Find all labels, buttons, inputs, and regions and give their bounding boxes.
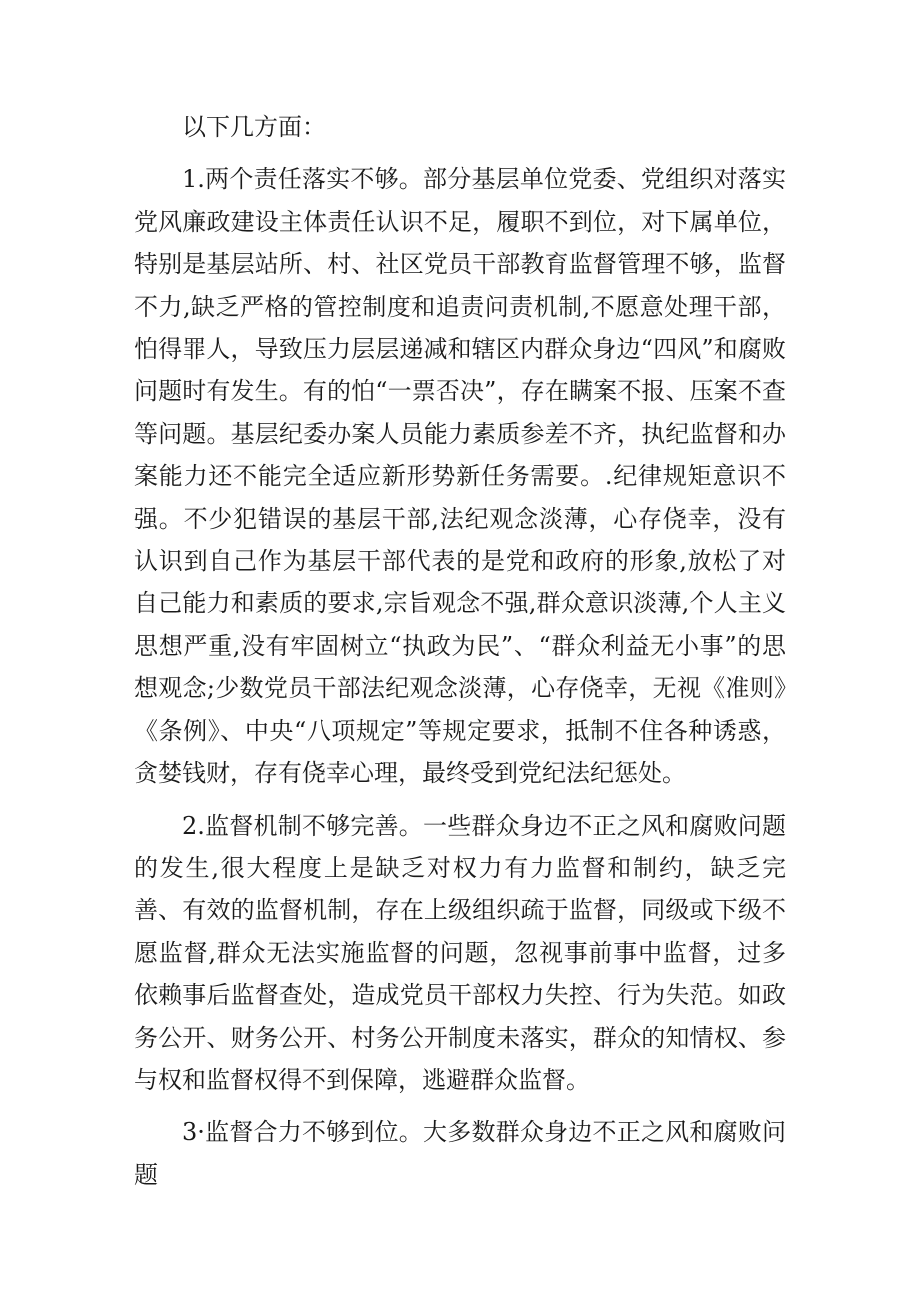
- paragraph-intro: 以下几方面：: [182, 113, 326, 141]
- paragraph-responsibility: 1.两个责任落实不够。部分基层单位党委、党组织对落实党风廉政建设主体责任认识不足，履职不到位，对下属单位，特别是基层站所、村、社区党员干部教育监督管理不够，监督不力,缺乏严格的管控制度和追责问责机制,不愿意处理干部，怕得罪人，导致压力层层递减和辖区内群众身边“四风”和腐败问题时有发生。有的怕“一票否决”，存在瞒案不报、压案不查等问题。基层纪委办案人员能力素质参差不齐，执纪监督和办案能力还不能完全适应新形势新任务需要。.纪律规矩意识不强。不少犯错误的基层干部,法纪观念淡薄，心存侥幸，没有认识到自己作为基层干部代表的是党和政府的形象,放松了对自己能力和素质的要求,宗旨观念不强,群众意识淡薄,个人主义思想严重,没有牢固树立“执政为民”、“群众利益无小事”的思想观念;少数党员干部法纪观念淡薄，心存侥幸，无视《准则》《条例》、中央“八项规定”等规定要求，抵制不住各种诱惑，贪婪钱财，存有侥幸心理，最终受到党纪法纪惩处。: [134, 165, 786, 788]
- document-body: [134, 106, 786, 1196]
- paragraph-supervision-mechanism: 2.监督机制不够完善。一些群众身边不正之风和腐败问题的发生,很大程度上是缺乏对权力有力监督和制约，缺乏完善、有效的监督机制，存在上级组织疏于监督，同级或下级不愿监督,群众无法实施监督的问题，忽视事前事中监督，过多依赖事后监督查处，造成党员干部权力失控、行为失范。如政务公开、财务公开、村务公开制度未落实，群众的知情权、参与权和监督权得不到保障，逃避群众监督。: [134, 811, 786, 1094]
- paragraph-supervision-synergy: 3·监督合力不够到位。大多数群众身边不正之风和腐败问题: [134, 1118, 786, 1189]
